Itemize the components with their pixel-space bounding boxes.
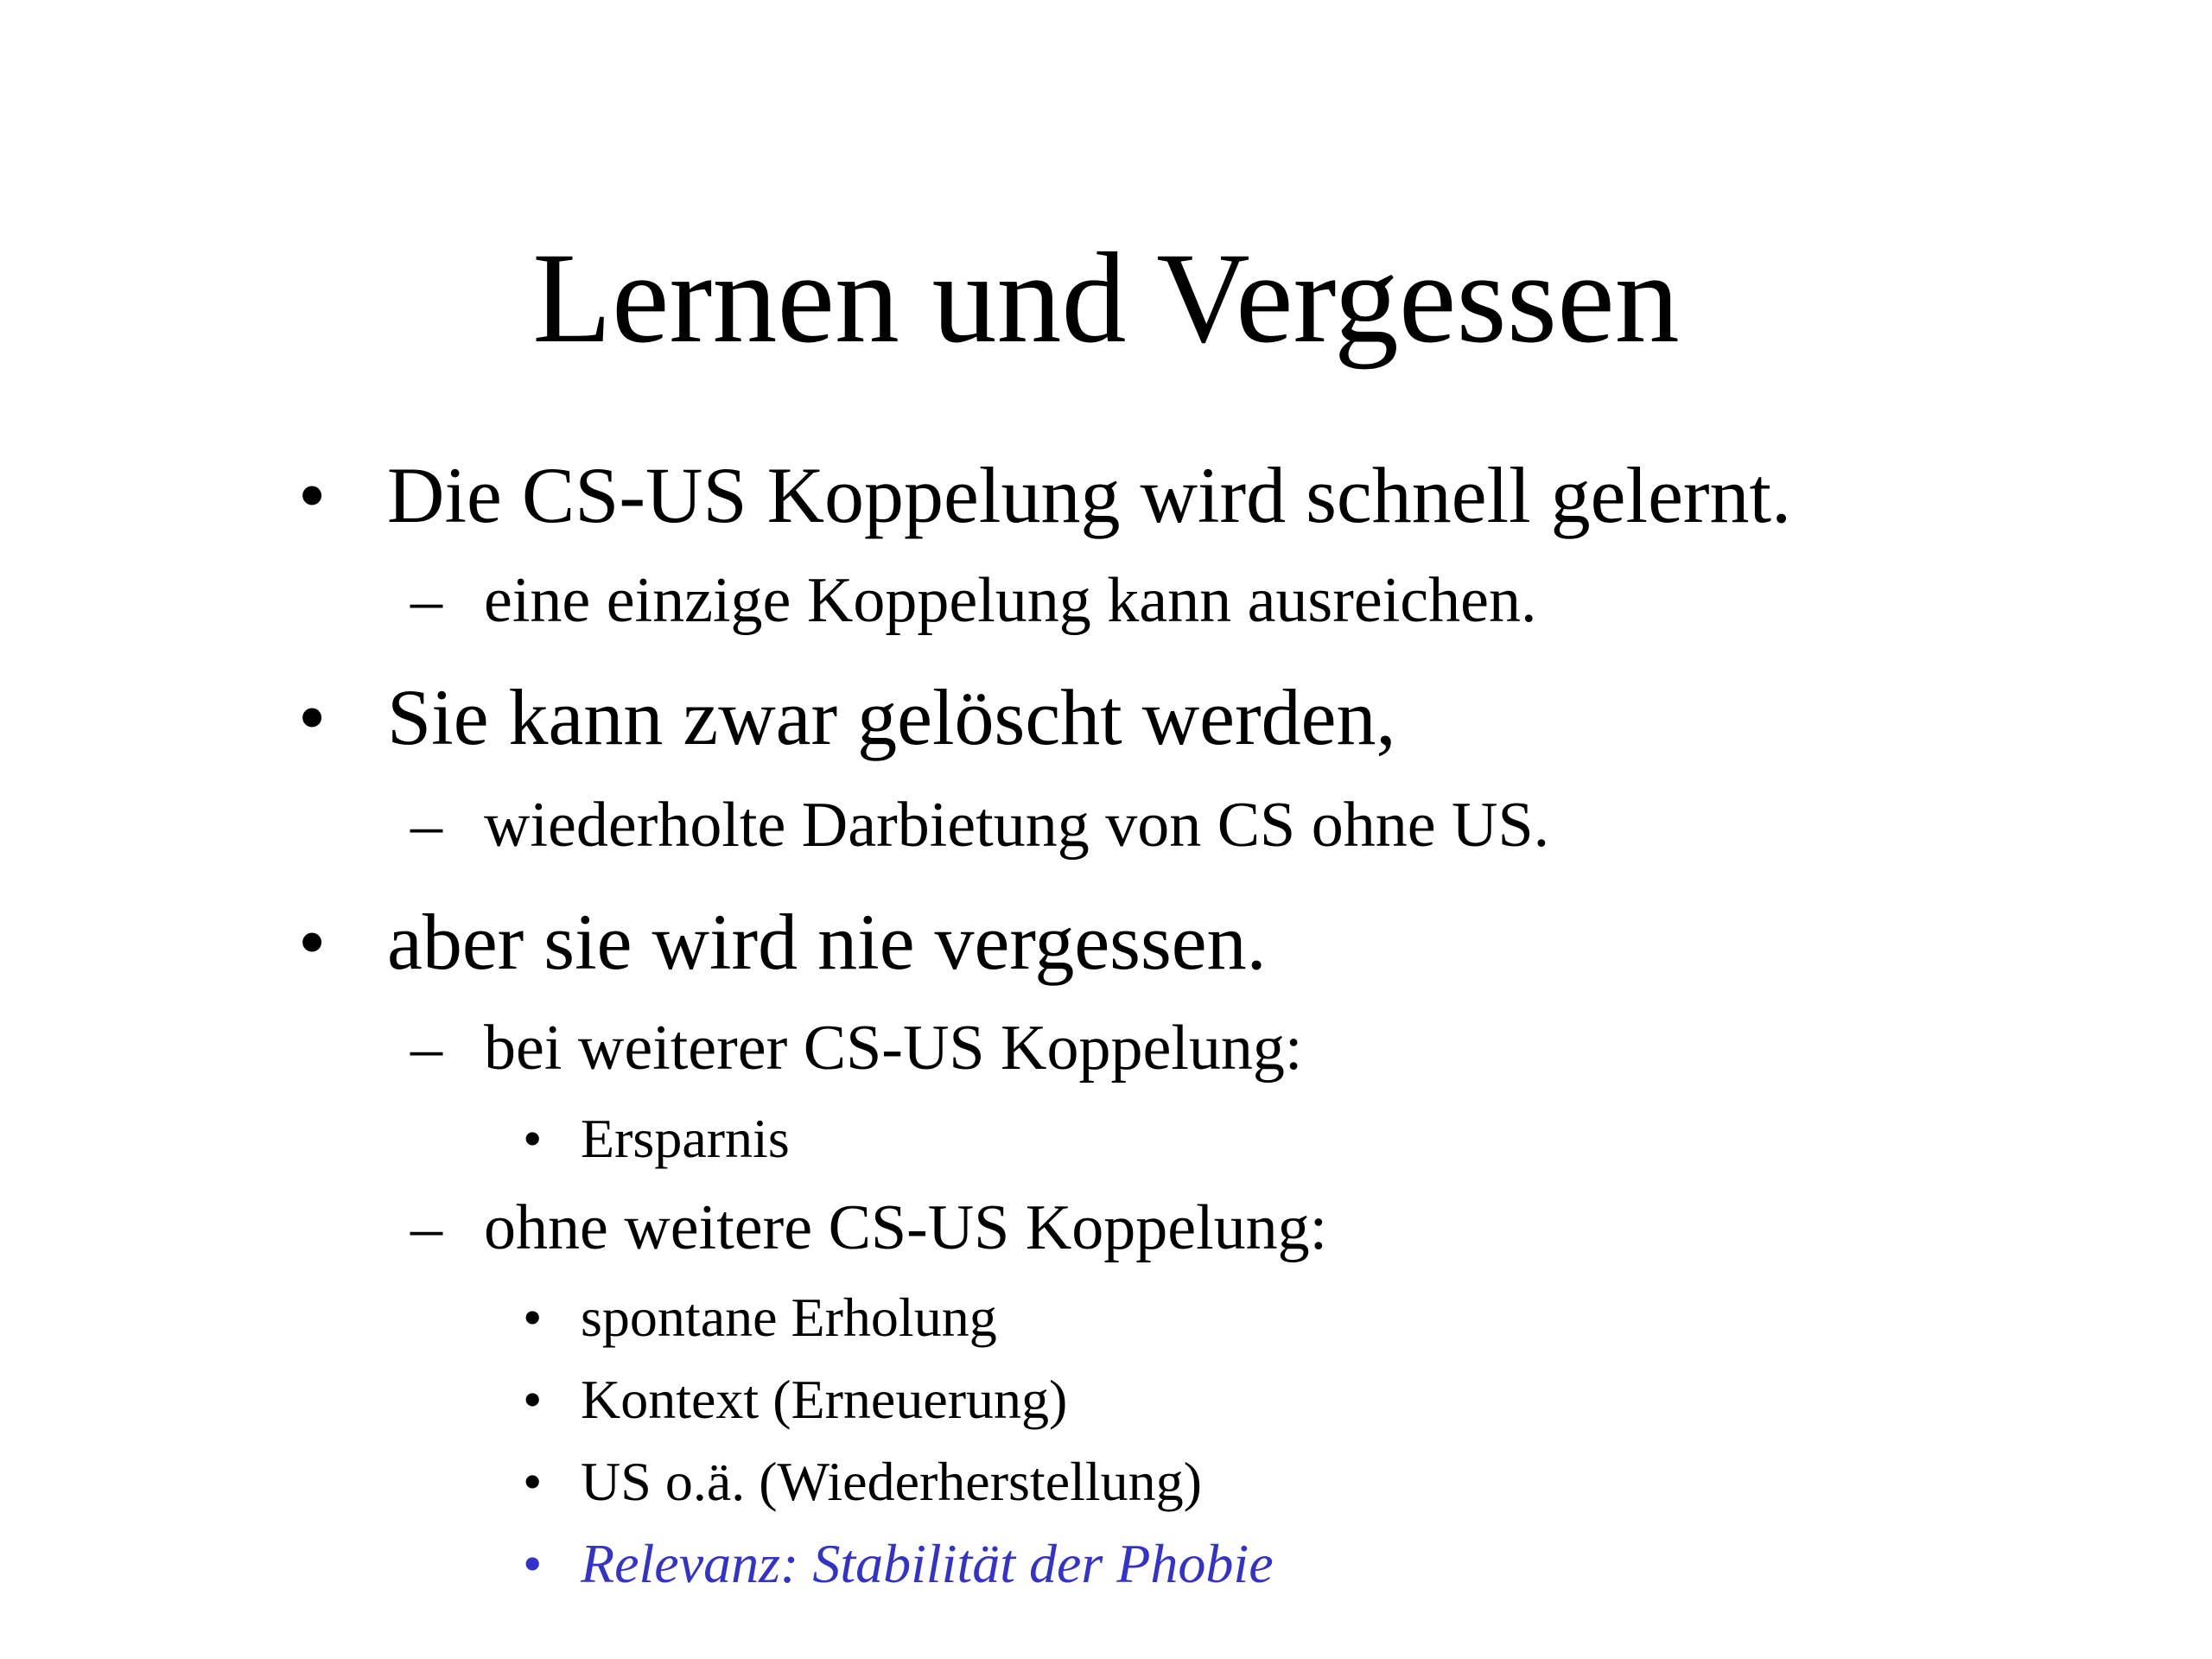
bullet-marker: • xyxy=(298,451,327,539)
bullet-level2-text: ohne weitere CS-US Koppelung: xyxy=(484,1192,1328,1263)
bullet-marker: • xyxy=(298,898,327,986)
bullet-level2-text: wiederholte Darbietung von CS ohne US. xyxy=(484,790,1550,861)
bullet-level3-text: spontane Erholung xyxy=(581,1287,997,1348)
bullet-level2-text: eine einzige Koppelung kann ausreichen. xyxy=(484,565,1537,636)
bullet-marker: • xyxy=(523,1287,543,1348)
bullet-level3-relevance-text: Relevanz: Stabilität der Phobie xyxy=(581,1533,1274,1594)
dash-marker: – xyxy=(410,790,442,861)
bullet-level1-text: Die CS-US Koppelung wird schnell gelernt. xyxy=(387,451,1792,539)
bullet-marker: • xyxy=(523,1369,543,1430)
bullet-level3-text: Ersparnis xyxy=(581,1108,790,1169)
slide-title: Lernen und Vergessen xyxy=(532,226,1680,370)
bullet-level1-text: Sie kann zwar gelöscht werden, xyxy=(387,673,1396,761)
bullet-level3-text: US o.ä. (Wiederherstellung) xyxy=(581,1451,1202,1512)
dash-marker: – xyxy=(410,565,442,636)
bullet-marker: • xyxy=(523,1108,543,1169)
bullet-marker: • xyxy=(298,673,327,761)
bullet-marker: • xyxy=(523,1451,543,1512)
bullet-level3-text: Kontext (Erneuerung) xyxy=(581,1369,1068,1430)
bullet-level1-text: aber sie wird nie vergessen. xyxy=(387,898,1267,986)
dash-marker: – xyxy=(410,1013,442,1084)
bullet-level2-text: bei weiterer CS-US Koppelung: xyxy=(484,1013,1303,1084)
bullet-marker-accent: • xyxy=(523,1533,543,1594)
dash-marker: – xyxy=(410,1192,442,1263)
